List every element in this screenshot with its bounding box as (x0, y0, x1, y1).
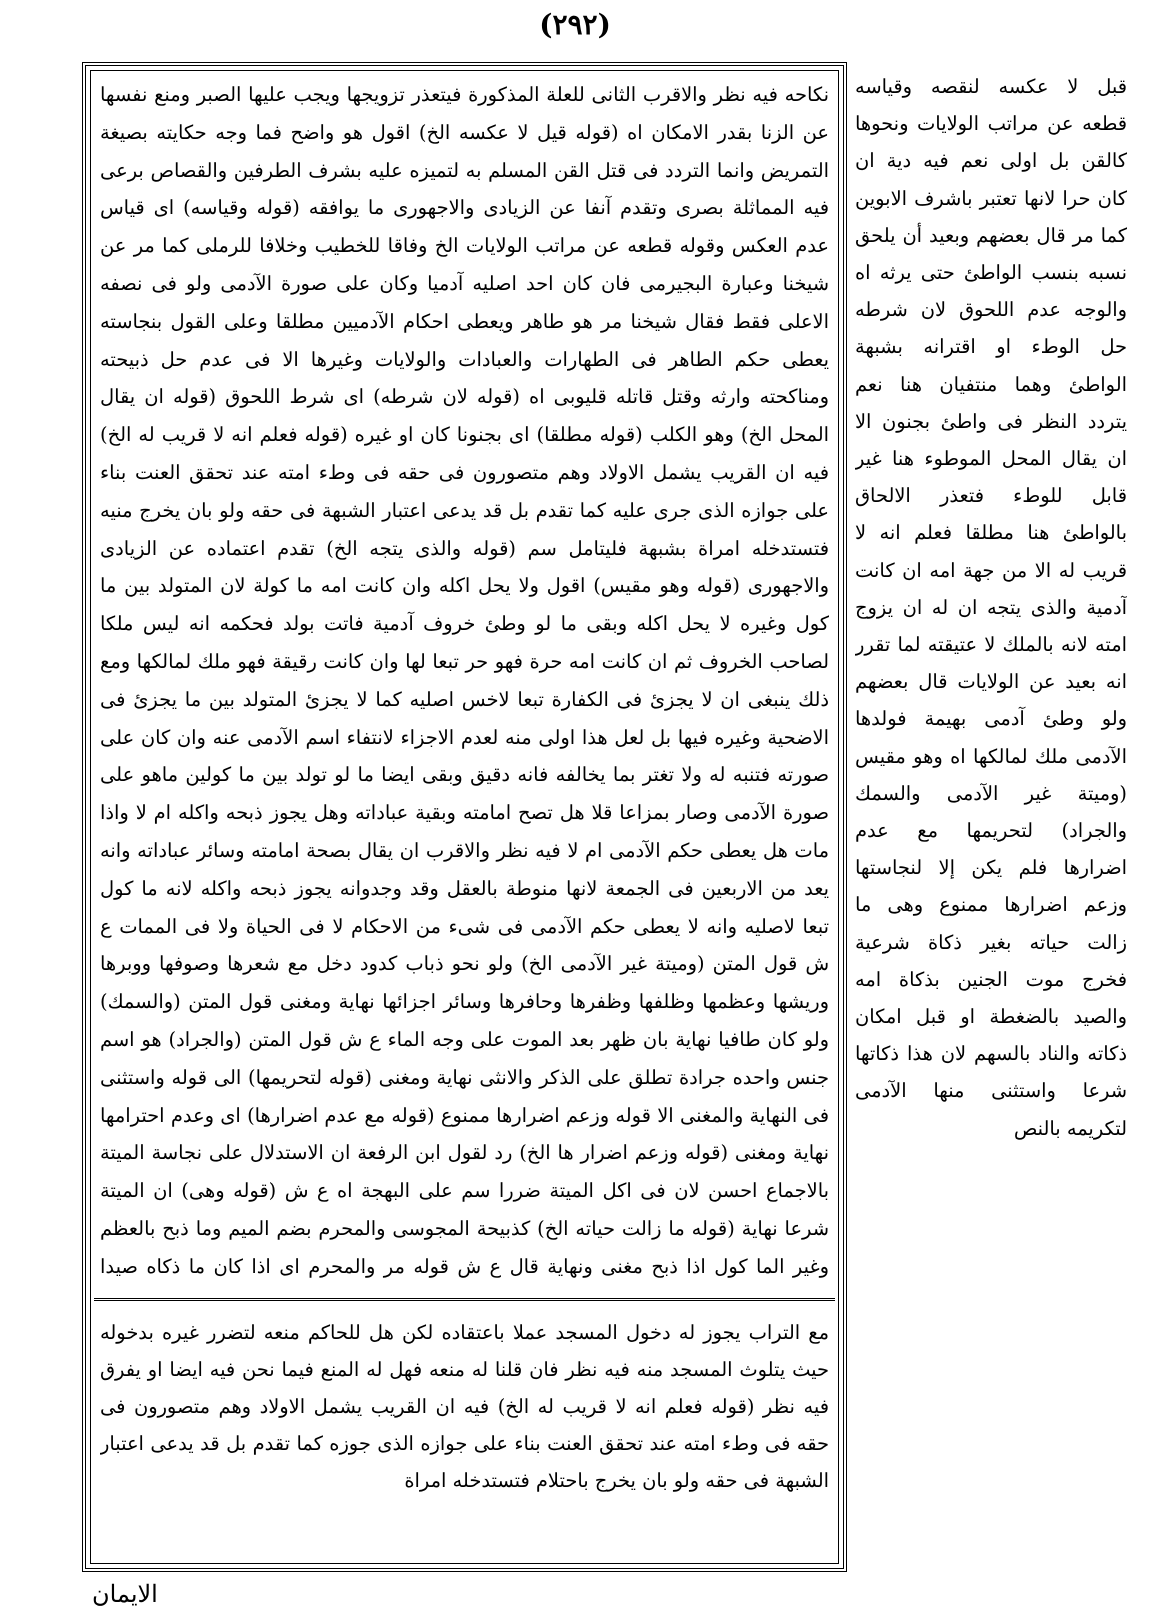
page-number: (٢٩٢) (539, 8, 611, 41)
main-text-frame (82, 62, 847, 1572)
commentary-continuation-text: مع التراب يجوز له دخول المسجد عملا باعتقاده لكن هل للحاكم منعه لتضرر غيره بدخوله حيث يتلوث المسجد منه فيه نظر فان قلنا له منعه فهل له المنع فيما نحن فيه ايضا او يفرق فيه نظر (قوله فعلم انه لا قريب له الخ) فيه ان القريب يشمل الاولاد وهم متصورون فى حقه فى وطء امته عند تحقق العنت بناء على جوازه الذى جوزه كما تقدم بل قد يدعى اعتبار الشبهة فى حقه ولو بان يخرج باحتلام فتستدخله امراة (100, 1321, 829, 1492)
section-divider (94, 1298, 835, 1301)
commentary-main-text: نكاحه فيه نظر والاقرب الثانى للعلة المذكورة فيتعذر تزويجها ويجب عليها الصبر ومنع نفسها عن الزنا بقدر الامكان اه (قوله قيل لا عكسه الخ) اقول هو واضح فما وجه حكايته بصيغة التمريض وانما التردد فى قتل القن المسلم به لتميزه عليه بشرف الطرفين والقصاص برعى فيه المماثلة بصرى وتقدم آنفا عن الزيادى والاجهورى ما يوافقه (قوله وقياسه) اى قياس عدم العكس وقوله قطعه عن مراتب الولايات الخ وفاقا للخطيب وخلافا للرملى كما مر عن شيخنا وعبارة البجيرمى فان كان احد اصليه آدميا وكان على صورة الآدمى ولو فى نصفه الاعلى فقط فقال شيخنا مر هو طاهر ويعطى احكام الآدميين مطلقا وعلى القول بنجاسته يعطى حكم الطاهر فى الطهارات والعبادات والولايات وغيرها الا فى عدم حل ذبيحته ومناكحته وارثه وقتل قاتله قليوبى اه (قوله لان شرطه) اى شرط اللحوق (قوله ان يقال المحل الخ) وهو الكلب (قوله مطلقا) اى بجنونا كان او غيره (قوله فعلم انه لا قريب له الخ) فيه ان القريب يشمل الاولاد وهم متصورون فى حقه فى وطء امته عند تحقق العنت بناء على جوازه الذى جرى عليه كما تقدم بل قد يدعى اعتبار الشبهة فى حقه ولو بان يخرج منيه فتستدخله امراة بشبهة فليتامل سم (قوله والذى يتجه الخ) تقدم اعتماده عن الزيادى والاجهورى (قوله وهو مقيس) اقول ولا يحل اكله وان كانت امه ما كولة لان المتولد بين ما كول وغيره لا يحل اكله وبقى ما لو وطئ خروف آدمية فاتت بولد فحكمه انه ليس ملكا لصاحب الخروف ثم ان كانت امه حرة فهو حر تبعا لها وان كانت رقيقة فهو ملك لمالكها ومع ذلك ينبغى ان لا يجزئ فى الكفارة تبعا لاخس اصليه كما لا يجزئ المتولد بين ما يجزئ فى الاضحية وغيره فيها بل لعل هذا اولى منه لعدم الاجزاء لانتفاء اسم الآدمى عنه وان كان على صورته فتنبه له ولا تغتر بما يخالفه فانه دقيق وبقى ايضا ما لو تولد بين ما كولين ماهو على صورة الآدمى وصار بمزاعا قلا هل تصح امامته وبقية عباداته وهل يجوز ذبحه واكله ام لا واذا مات هل يعطى حكم الآدمى ام لا فيه نظر والاقرب ان يقال بصحة امامته وسائر عباداته وانه يعد من الاربعين فى الجمعة لانها منوطة بالعقل وقد وجدوانه يجوز ذبحه واكله لانه ما كول تبعا لاصليه وانه لا يعطى حكم الآدمى فى شىء من الاحكام لا فى الحياة ولا فى الممات ع ش قول المتن (وميتة غير الآدمى الخ) ولو نحو ذباب كدود دخل مع شعرها وصوفها ووبرها وريشها وعظمها وظلفها وظفرها وحافرها وسائر اجزائها نهاية ومغنى قول المتن (والسمك) ولو كان طافيا نهاية بان ظهر بعد الموت على وجه الماء ع ش قول المتن (والجراد) هو اسم جنس واحده جرادة تطلق على الذكر والانثى نهاية ومغنى (قوله لتحريمها) الى قوله واستثنى فى النهاية والمغنى الا قوله وزعم اضرارها ممنوع (قوله مع عدم اضرارها) اى وعدم احترامها نهاية ومغنى (قوله وزعم اضرار ها الخ) رد لقول ابن الرفعة ان الاستدلال على نجاسة الميتة بالاجماع احسن لان فى اكل الميتة ضررا سم على البهجة اه ع ش (قوله وهى) ان الميتة شرعا نهاية (قوله ما زالت حياته الخ) كذبيحة المجوسى والمحرم بضم الميم وما ذبح بالعظم وغير الما كول اذا ذبح مغنى ونهاية قال ع ش قوله مر والمحرم اى اذا كان ما ذكاه صيدا (100, 83, 829, 1278)
margin-matn-text: قبل لا عكسه لنقصه وقياسه قطعه عن مراتب الولايات ونحوها كالقن بل اولى نعم فيه دية ان كان حرا لانها تعتبر باشرف الابوين كما مر قال بعضهم وبعيد أن يلحق نسبه بنسب الواطئ حتى يرثه اه والوجه عدم اللحوق لان شرطه حل الوطء او اقترانه بشبهة الواطئ وهما منتفيان هنا نعم يتردد النظر فى واطئ بجنون الا ان يقال المحل الموطوء هنا غير قابل للوطء فتعذر الالحاق بالواطئ هنا مطلقا فعلم انه لا قريب له الا من جهة امه ان كانت آدمية والذى يتجه ان له ان يزوج امته لانه بالملك لا عتيقته لما تقرر انه بعيد عن الولايات قال بعضهم ولو وطئ آدمى بهيمة فولدها الآدمى ملك لمالكها اه وهو مقيس (وميتة غير الآدمى والسمك والجراد) لتحريمها مع عدم اضرارها فلم يكن إلا لنجاستها وزعم اضرارها ممنوع وهى ما زالت حياته بغير ذكاة شرعية فخرج موت الجنين بذكاة امه والصيد بالضغطة او قبل امكان ذكاته والناد بالسهم لان هذا ذكاتها شرعا واستثنى منها الآدمى لتكريمه بالنص (855, 75, 1127, 1140)
catchword: الايمان (92, 1580, 158, 1608)
